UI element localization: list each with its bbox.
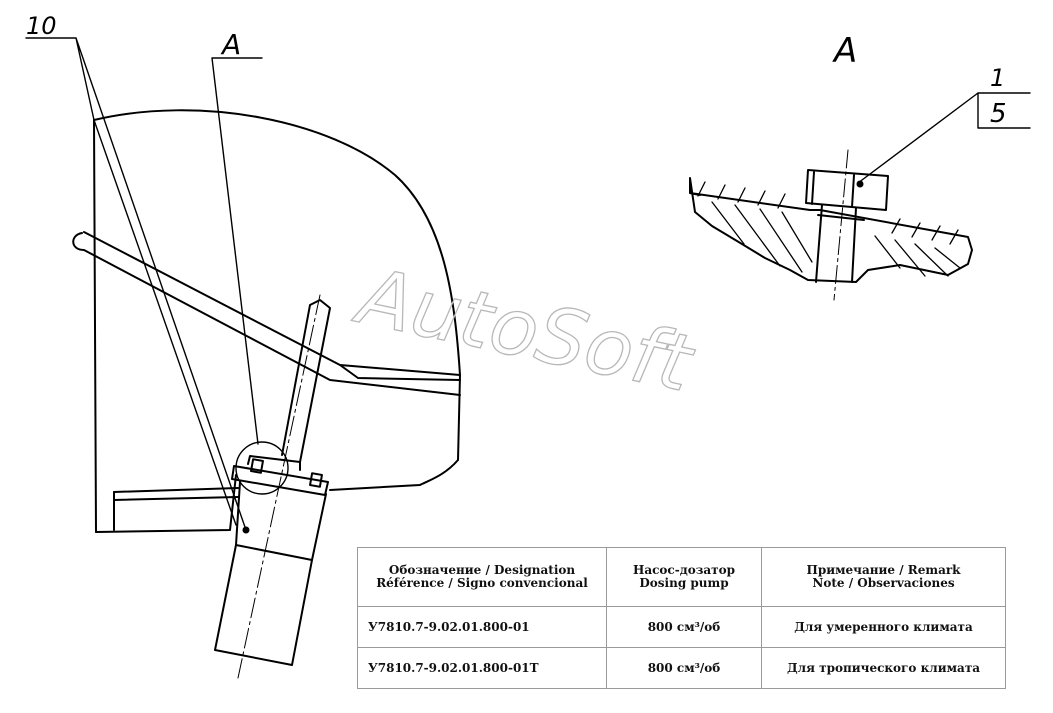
label-5: 5	[990, 99, 1007, 129]
cell-designation: У7810.7-9.02.01.800-01Т	[358, 648, 607, 689]
table-row	[358, 607, 1006, 648]
label-10: 10	[26, 12, 57, 40]
section-view-A	[690, 93, 1030, 300]
cell-pump: 800 см³/об	[607, 607, 762, 648]
cell-designation: У7810.7-9.02.01.800-01	[358, 607, 607, 648]
cell-pump: 800 см³/об	[607, 648, 762, 689]
cell-remark: Для умеренного климата	[762, 607, 1006, 648]
section-plate	[690, 178, 972, 282]
frame-left-edge	[94, 120, 96, 532]
frame-bottom	[96, 475, 236, 532]
header-remark: Примечание / Remark Note / Observaciones	[762, 548, 1006, 607]
table-row	[358, 648, 1006, 689]
label-view-A-left: A	[222, 28, 242, 61]
header-pump: Насос-дозатор Dosing pump	[607, 548, 762, 607]
table-header-row	[358, 548, 1006, 607]
label-1: 1	[990, 64, 1006, 92]
spec-table	[357, 547, 1006, 689]
bolt-head	[806, 170, 888, 210]
watermark: AutoSoft	[351, 251, 700, 410]
cell-remark: Для тропического климата	[762, 648, 1006, 689]
header-designation: Обозначение / Designation Référence / Signo convencional	[358, 548, 607, 607]
pump-shaft	[282, 300, 330, 462]
label-view-A-right: A	[834, 31, 858, 71]
